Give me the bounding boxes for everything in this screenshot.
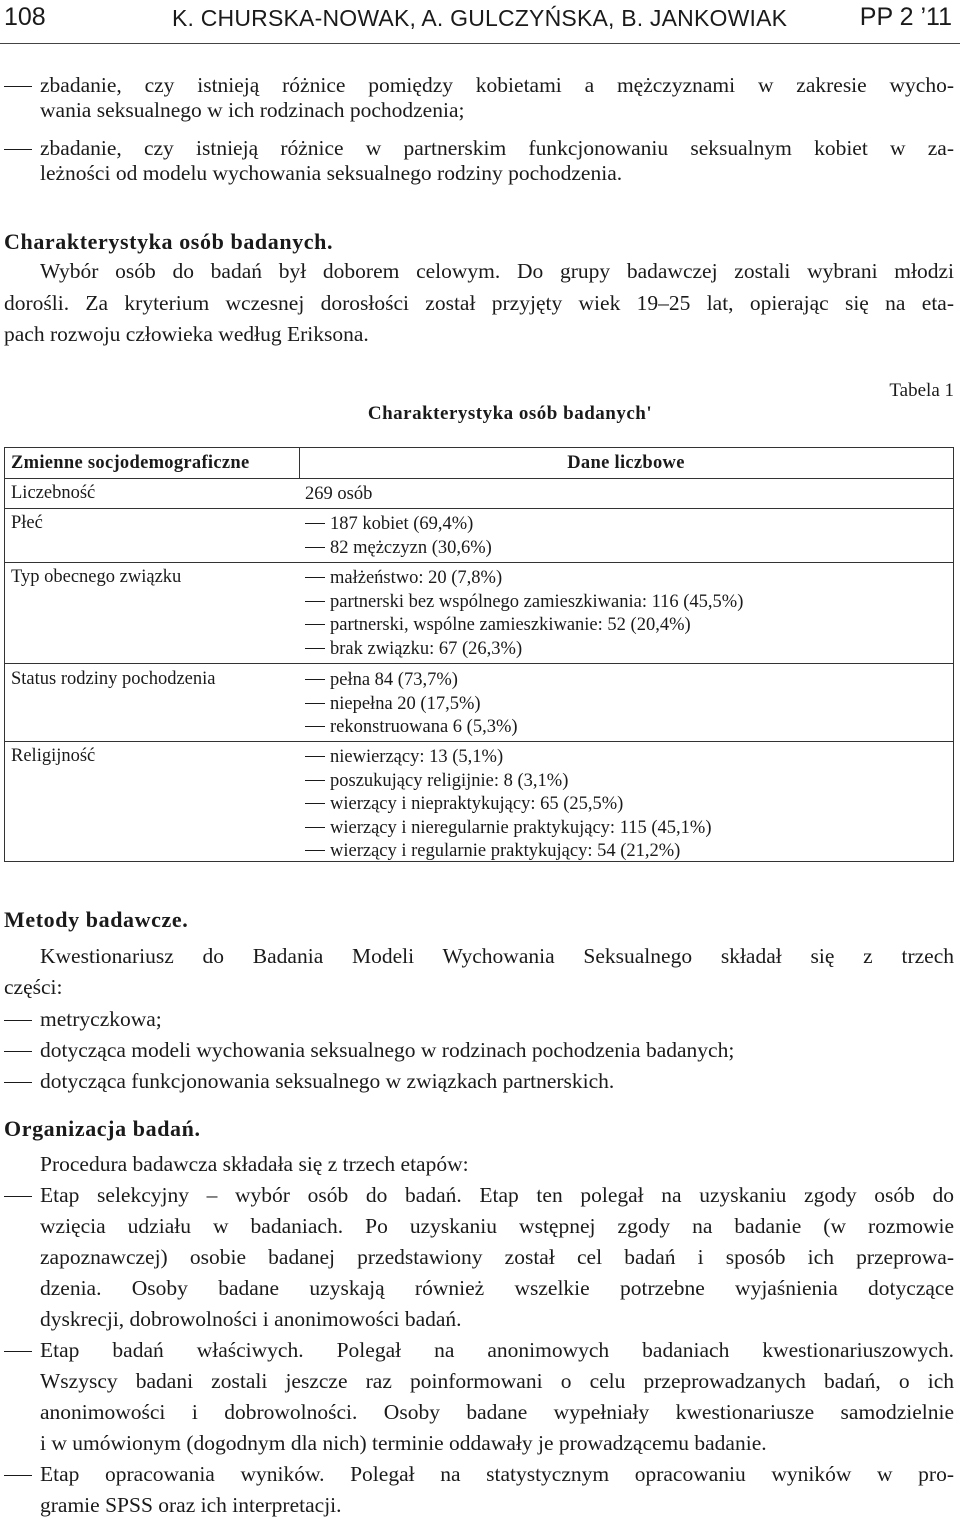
value-line — [305, 591, 743, 615]
dash — [305, 601, 325, 602]
stage-2-line-1 — [4, 1338, 954, 1363]
header-authors: K. CHURSKA-NOWAK, A. GULCZYŃSKA, B. JANKOWIAK — [172, 5, 788, 31]
row-separator — [5, 562, 953, 563]
line-text: Etap opracowania wyników. Polegał na statystycznym opracowaniu wyników w pro- — [40, 1462, 954, 1486]
item-text: dotycząca modeli wychowania seksualnego w rodzinach pochodzenia badanych; — [40, 1038, 735, 1062]
section-heading-organization: Organizacja badań. — [4, 1116, 201, 1141]
stage-2-line-3: anonimowości i dobrowolności. Osoby badane wypełniały kwestionariusze samodzielnie — [40, 1400, 954, 1424]
stage-1-line-3: zapoznawczej) osobie badanej przedstawiony został cel badań i sposób ich przeprowa- — [40, 1245, 954, 1269]
value-text: niepełna 20 (17,5%) — [330, 693, 481, 714]
value-text: pełna 84 (73,7%) — [330, 670, 458, 690]
stage-1-line-1 — [4, 1183, 954, 1208]
section-heading-methods: Metody badawcze. — [4, 907, 189, 932]
char-paragraph-line-2: dorośli. Za kryterium wczesnej dorosłości został przyjęty wiek 19–25 lat, opierając się na eta- — [4, 291, 954, 315]
stage-1-line-2: wzięcia udziału w badaniach. Po uzyskaniu wstępnej zgody na badanie (w rozmowie — [40, 1214, 954, 1238]
row-values — [305, 746, 712, 864]
dash — [305, 577, 325, 578]
methods-item-1 — [4, 1007, 954, 1032]
row-separator — [5, 508, 953, 509]
row-label: Typ obecnego związku — [11, 567, 182, 587]
page-number: 108 — [4, 3, 46, 31]
dash — [305, 679, 325, 680]
value-line — [305, 513, 492, 537]
dash — [4, 1082, 32, 1083]
value-line — [305, 817, 712, 841]
value-text: 187 kobiet (69,4%) — [330, 514, 474, 534]
methods-item-2 — [4, 1038, 954, 1063]
dash — [305, 648, 325, 649]
methods-paragraph-line-1: Kwestionariusz do Badania Modeli Wychowania Seksualnego składał się z trzech — [40, 944, 954, 968]
stage-3-line-1 — [4, 1462, 954, 1487]
line-text: zbadanie, czy istnieją różnice w partnerskim funkcjonowaniu seksualnym kobiet w za- — [40, 136, 954, 160]
value-line: 269 osób — [305, 484, 373, 504]
value-text: niewierzący: 13 (5,1%) — [330, 747, 504, 767]
value-text: wierzący i regularnie praktykujący: 54 (21,2%) — [330, 841, 681, 861]
row-label: Religijność — [11, 746, 96, 766]
dash — [4, 1020, 32, 1021]
stage-3-line-2: gramie SPSS oraz ich interpretacji. — [40, 1493, 342, 1517]
value-line — [305, 567, 743, 591]
row-label: Liczebność — [11, 483, 96, 503]
table-title: Charakterystyka osób badanych' — [367, 403, 653, 424]
value-line — [305, 793, 712, 817]
item-text: dotycząca funkcjonowania seksualnego w związkach partnerskich. — [40, 1069, 615, 1093]
item-text: metryczkowa; — [40, 1007, 162, 1031]
methods-paragraph-line-2: części: — [4, 975, 63, 999]
value-line — [305, 537, 492, 561]
dash — [4, 149, 32, 150]
value-line — [305, 638, 743, 662]
dash — [4, 1051, 32, 1052]
table-label: Tabela 1 — [889, 380, 954, 401]
section-heading-characteristics: Charakterystyka osób badanych. — [4, 229, 334, 254]
value-line — [305, 716, 518, 740]
value-text: wierzący i nieregularnie praktykujący: 115 (45,1%) — [330, 817, 712, 838]
row-values — [305, 567, 743, 661]
header-rule — [0, 43, 960, 44]
dash — [305, 547, 325, 548]
value-line — [305, 614, 743, 638]
line-text: Etap badań właściwych. Polegał na anonimowych badaniach kwestionariuszowych. — [40, 1338, 954, 1362]
row-values — [305, 669, 518, 740]
intro-item-2-line-1 — [4, 136, 954, 161]
dash — [305, 780, 325, 781]
column-header-values: Dane liczbowe — [567, 453, 685, 473]
stage-1-line-5: dyskrecji, dobrowolności i anonimowości badań. — [40, 1307, 462, 1331]
value-text: wierzący i niepraktykujący: 65 (25,5%) — [330, 794, 624, 814]
intro-item-1-line-1 — [4, 73, 954, 98]
value-line — [305, 746, 712, 770]
value-text: poszukujący religijnie: 8 (3,1%) — [330, 770, 569, 791]
dash — [305, 827, 325, 828]
dash — [305, 803, 325, 804]
row-label: Płeć — [11, 513, 43, 533]
dash — [305, 756, 325, 757]
value-text: rekonstruowana 6 (5,3%) — [330, 717, 518, 737]
value-text: brak związku: 67 (26,3%) — [330, 638, 523, 659]
value-line — [305, 840, 712, 864]
column-header-variables: Zmienne socjodemograficzne — [11, 453, 250, 473]
methods-item-3 — [4, 1069, 954, 1094]
value-text: partnerski bez wspólnego zamieszkiwania: 116 (45,5%) — [330, 591, 744, 612]
running-header — [0, 0, 960, 36]
header-journal: PP 2 ’11 — [859, 3, 952, 31]
row-separator — [5, 663, 953, 664]
organization-intro: Procedura badawcza składała się z trzech etapów: — [40, 1152, 469, 1176]
stage-2-line-4: i w umówionym (dogodnym dla nich) terminie oddawały je prowadzącemu badanie. — [40, 1431, 767, 1455]
row-values — [305, 483, 372, 507]
value-text: małżeństwo: 20 (7,8%) — [330, 568, 503, 588]
intro-item-2-line-2: leżności od modelu wychowania seksualnego rodziny pochodzenia. — [40, 161, 623, 185]
dash — [305, 523, 325, 524]
value-text: partnerski, wspólne zamieszkiwanie: 52 (20,4%) — [330, 615, 691, 635]
line-text: zbadanie, czy istnieją różnice pomiędzy kobietami a mężczyznami w zakresie wycho- — [40, 73, 954, 97]
value-line — [305, 669, 518, 693]
line-text: Etap selekcyjny – wybór osób do badań. Etap ten polegał na uzyskaniu zgody osób do — [40, 1183, 954, 1207]
dash — [305, 726, 325, 727]
char-paragraph-line-3: pach rozwoju człowieka według Eriksona. — [4, 322, 369, 346]
row-separator — [5, 741, 953, 742]
value-line — [305, 693, 518, 717]
value-line — [305, 770, 712, 794]
dash — [4, 1475, 32, 1476]
row-values — [305, 513, 492, 560]
row-label: Status rodziny pochodzenia — [11, 669, 216, 689]
char-paragraph-line-1: Wybór osób do badań był doborem celowym. Do grupy badawczej zostali wybrani młodzi — [40, 259, 954, 283]
value-text: 82 mężczyzn (30,6%) — [330, 537, 492, 558]
dash — [305, 850, 325, 851]
dash — [4, 1196, 32, 1197]
dash — [4, 1351, 32, 1352]
dash — [4, 86, 32, 87]
stage-1-line-4: dzenia. Osoby badane uzyskają również wszelkie potrzebne wyjaśnienia dotyczące — [40, 1276, 954, 1300]
dash — [305, 703, 325, 704]
intro-item-1-line-2: wania seksualnego w ich rodzinach pochodzenia; — [40, 98, 465, 122]
demographics-table — [4, 447, 954, 862]
dash — [305, 624, 325, 625]
header-rule — [5, 478, 953, 479]
stage-2-line-2: Wszyscy badani zostali jeszcze raz poinformowani o celu przeprowadzanych badań, o ich — [40, 1369, 954, 1393]
